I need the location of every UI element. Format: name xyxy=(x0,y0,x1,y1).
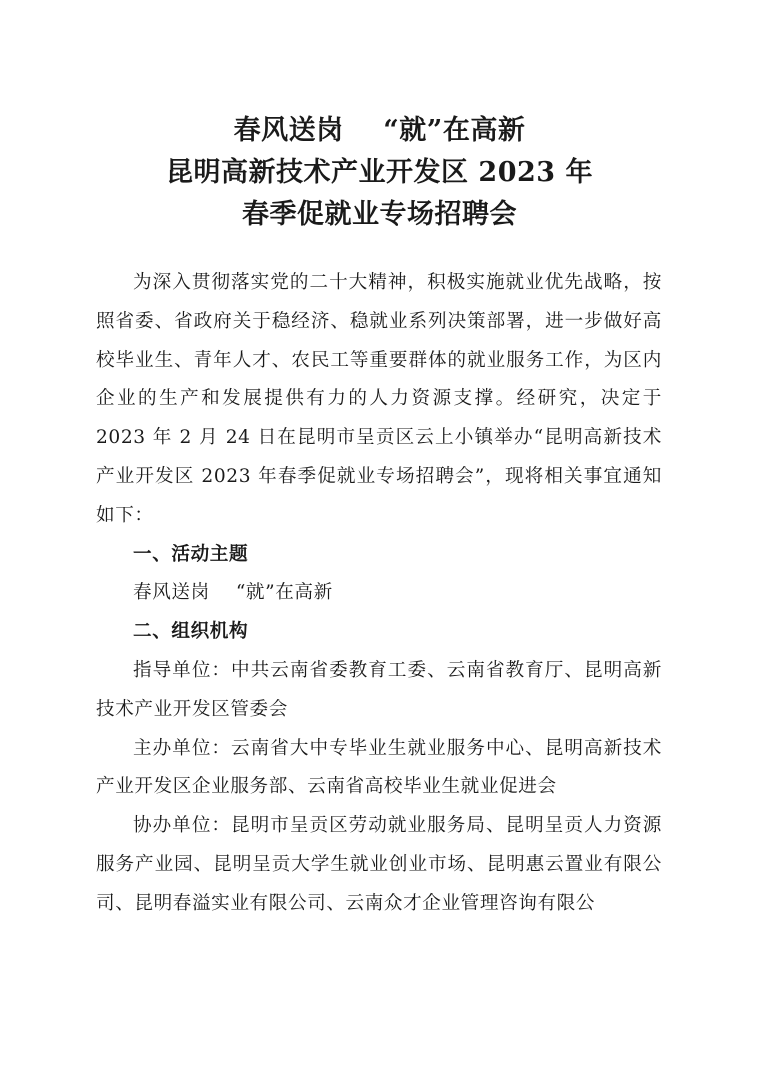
document-title xyxy=(60,110,699,236)
section-heading-theme: 一、活动主题 xyxy=(133,543,249,565)
intro-paragraph: 为深入贯彻落实党的二十大精神，积极实施就业优先战略，按照省委、省政府关于稳经济、稳就业系列决策部署，进一步做好高校毕业生、青年人才、农民工等重要群体的就业服务工作，为区内企业的生产和发展提供有力的人力资源支撑。经研究，决定于 2023 年 2 月 24 日在昆明市呈贡区云上小镇举办“昆明高新技术产业开发区 2023 年春季促就业专场招聘会”，现将相关事宜通知如下： xyxy=(96,272,662,526)
document-body xyxy=(96,264,662,924)
activity-theme: 春风送岗 “就”在高新 xyxy=(133,582,333,604)
co-unit-paragraph: 协办单位：昆明市呈贡区劳动就业服务局、昆明呈贡人力资源服务产业园、昆明呈贡大学生就业创业市场、昆明惠云置业有限公司、昆明春溢实业有限公司、云南众才企业管理咨询有限公 xyxy=(96,815,662,914)
title-line-3: 春季促就业专场招聘会 xyxy=(242,199,517,230)
title-line-2: 昆明高新技术产业开发区 2023 年 xyxy=(166,157,593,188)
title-line-1: 春风送岗 “就”在高新 xyxy=(233,115,526,146)
guide-unit-paragraph: 指导单位：中共云南省委教育工委、云南省教育厅、昆明高新技术产业开发区管委会 xyxy=(96,659,662,720)
section-heading-organization: 二、组织机构 xyxy=(133,621,249,643)
host-unit-paragraph: 主办单位：云南省大中专毕业生就业服务中心、昆明高新技术产业开发区企业服务部、云南省高校毕业生就业促进会 xyxy=(96,737,662,798)
